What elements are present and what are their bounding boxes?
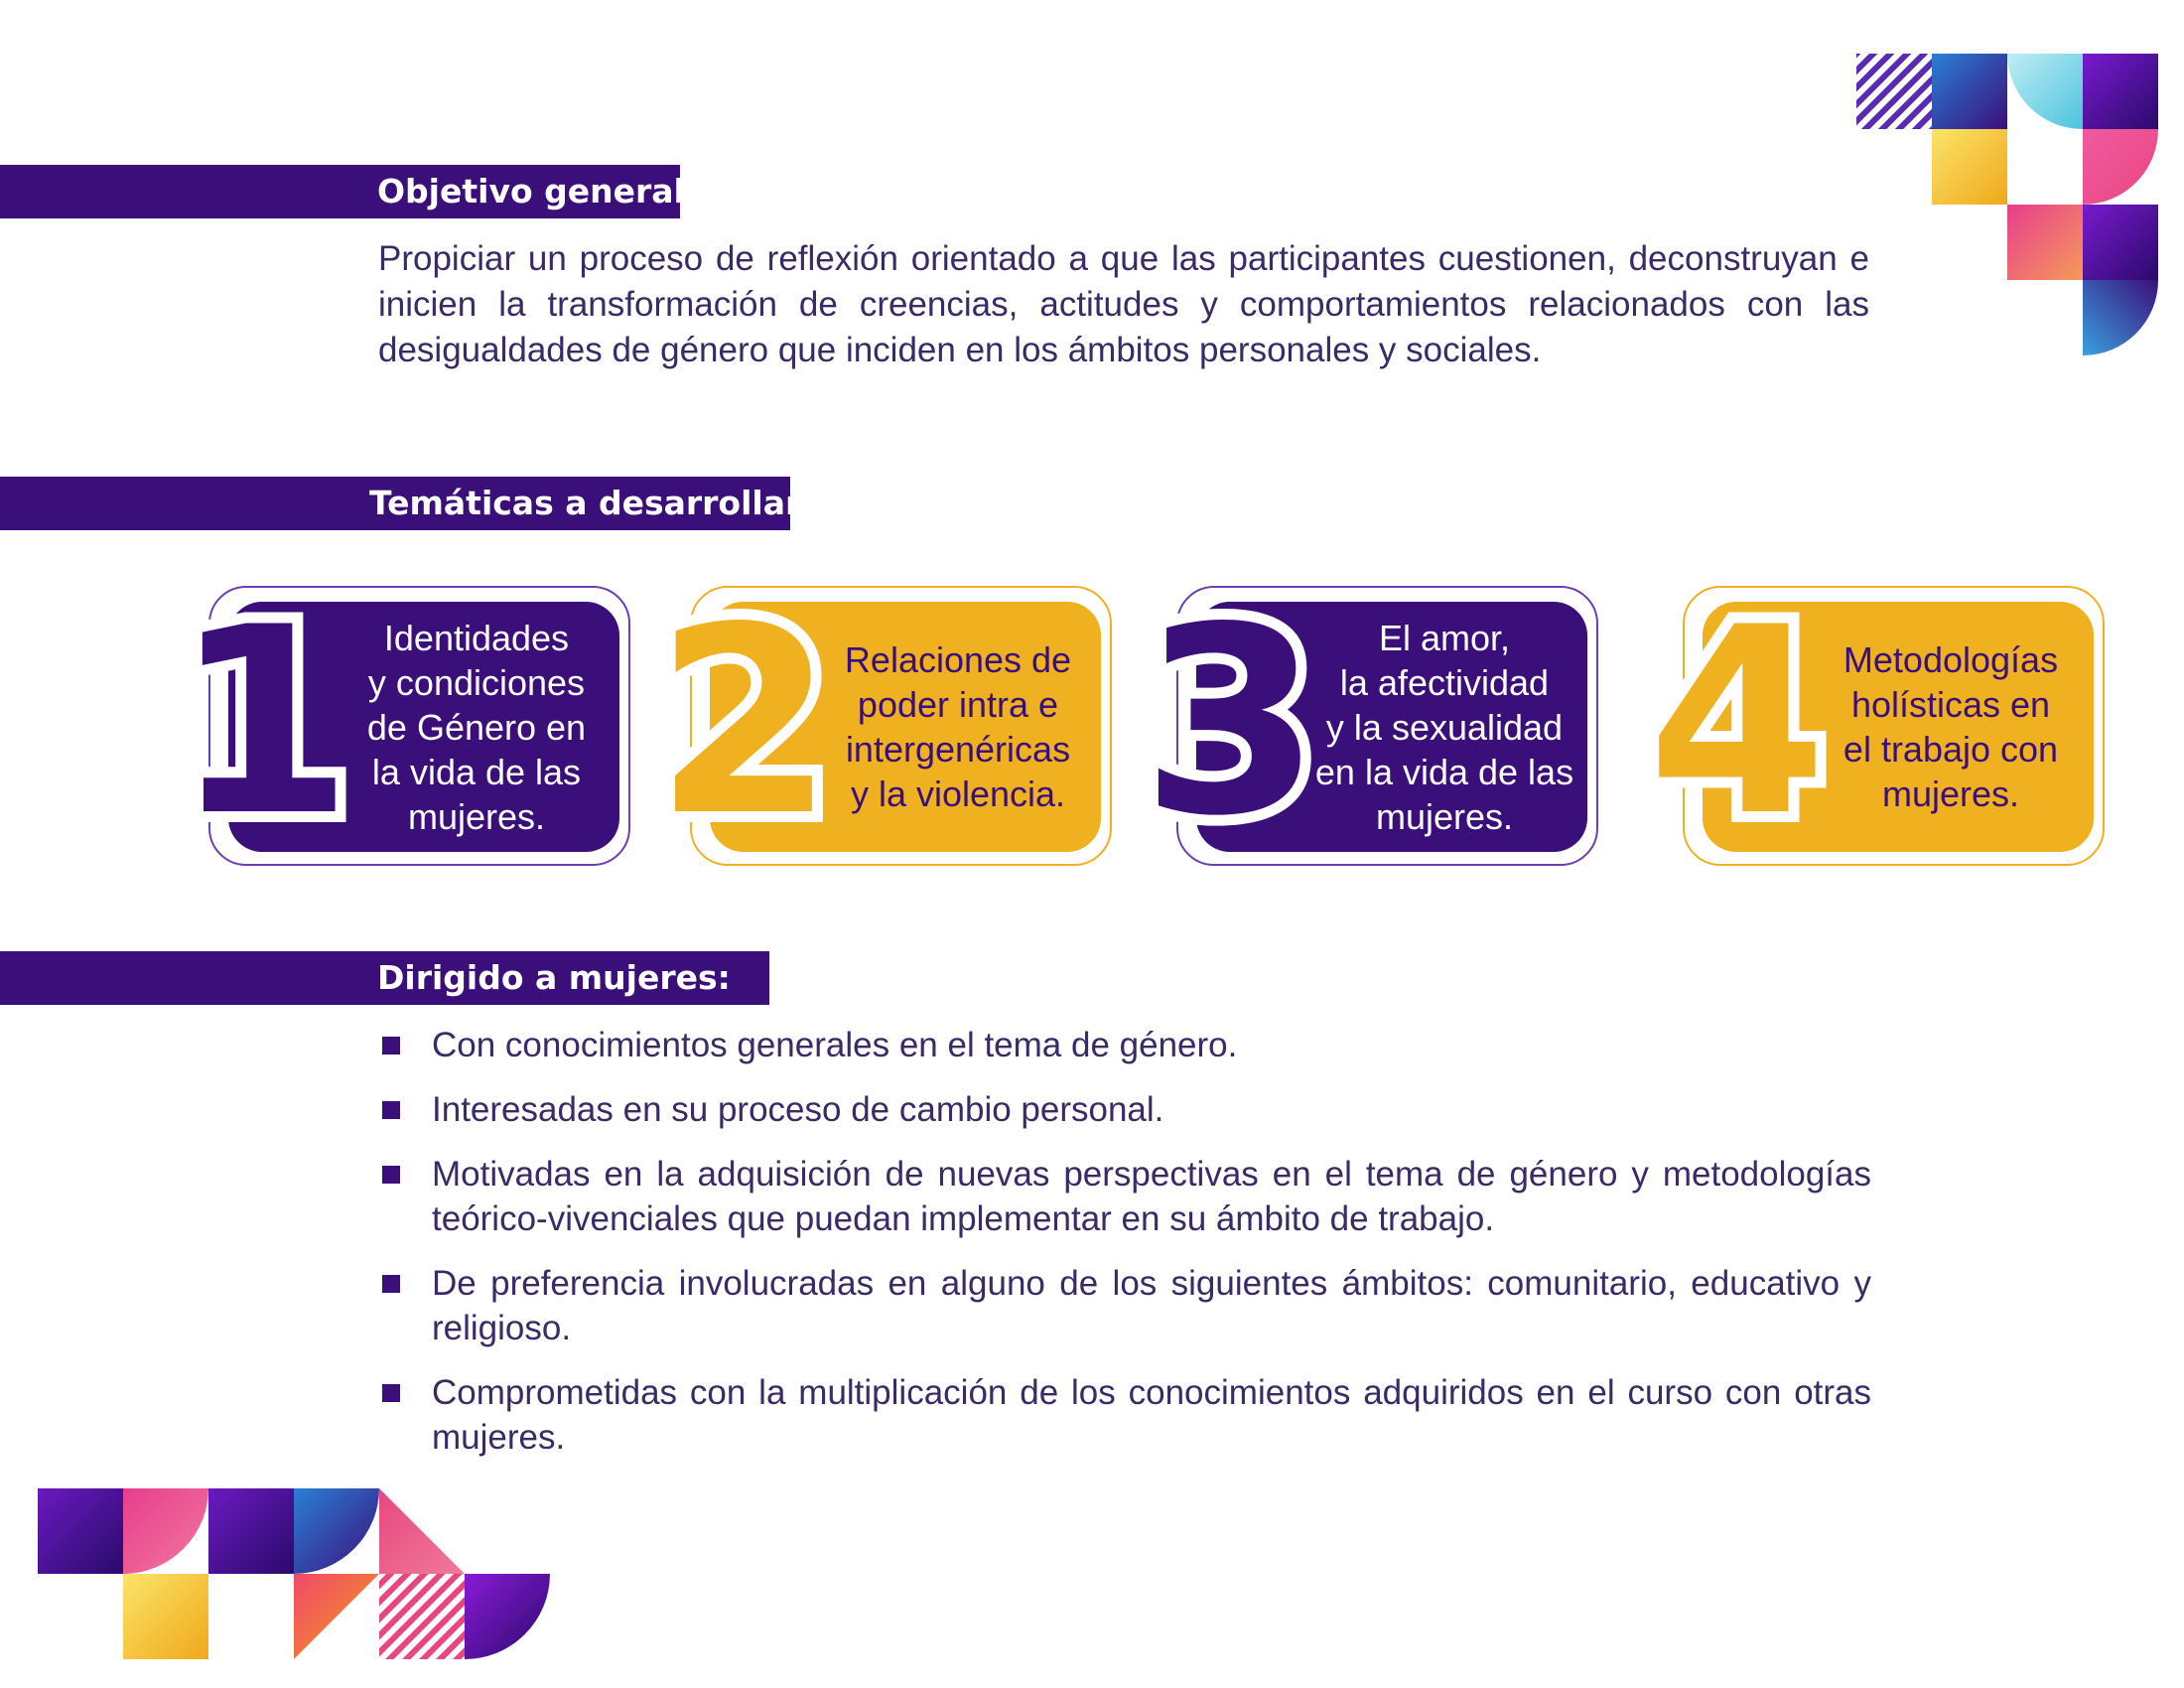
topic-number: 1: [173, 573, 353, 873]
topic-card-3: [1107, 573, 1603, 873]
audience-title: Dirigido a mujeres:: [377, 958, 731, 997]
topic-number: 4: [1647, 573, 1828, 873]
list-item: [382, 1370, 1871, 1460]
bullet-square-icon: [382, 1037, 400, 1055]
list-item-text: Con conocimientos generales en el tema de género.: [432, 1026, 1238, 1064]
list-item: [382, 1087, 1871, 1132]
list-item: [382, 1023, 1871, 1067]
audience-list: [382, 1023, 1871, 1479]
bullet-square-icon: [382, 1384, 400, 1402]
bottom-left-geometric-decoration: [38, 1484, 574, 1663]
list-item-text: De preferencia involucradas en alguno de los siguientes ámbitos: comunitario, educativo y religioso.: [432, 1264, 1871, 1347]
topic-text: Identidades y condiciones de Género en la vida de las mujeres.: [366, 617, 587, 837]
objective-title: Objetivo general:: [377, 172, 699, 211]
topic-text: El amor, la afectividad y la sexualidad en la vida de las mujeres.: [1314, 617, 1574, 837]
topic-number: 3: [1141, 573, 1321, 873]
bullet-square-icon: [382, 1275, 400, 1293]
list-item: [382, 1261, 1871, 1350]
bullet-square-icon: [382, 1101, 400, 1119]
topic-text: Relaciones de poder intra e intergenéricas y la violencia.: [844, 639, 1072, 814]
bullet-square-icon: [382, 1166, 400, 1184]
topic-number: 2: [654, 573, 835, 873]
objective-text: Propiciar un proceso de reflexión orientado a que las participantes cuestionen, deconstruyan e inicien la transformación de creencias, actitudes y comportamientos relacionados con las desigualdades de género que inciden en los ámbitos personales y sociales.: [378, 239, 1869, 369]
list-item-text: Motivadas en la adquisición de nuevas perspectivas en el tema de género y metodologías teórico-vivenciales que puedan implementar en su ámbito de trabajo.: [432, 1155, 1871, 1238]
topic-card-2: [620, 573, 1117, 873]
list-item-text: Interesadas en su proceso de cambio personal.: [432, 1090, 1164, 1129]
top-right-geometric-decoration: [1856, 50, 2174, 367]
list-item-text: Comprometidas con la multiplicación de los conocimientos adquiridos en el curso con otras mujeres.: [432, 1373, 1871, 1457]
list-item: [382, 1152, 1871, 1241]
topic-card-1: [139, 573, 635, 873]
topic-text: Metodologías holísticas en el trabajo con mujeres.: [1843, 639, 2059, 814]
topic-card-4: [1613, 573, 2110, 873]
topics-title: Temáticas a desarrollar:: [369, 484, 815, 522]
